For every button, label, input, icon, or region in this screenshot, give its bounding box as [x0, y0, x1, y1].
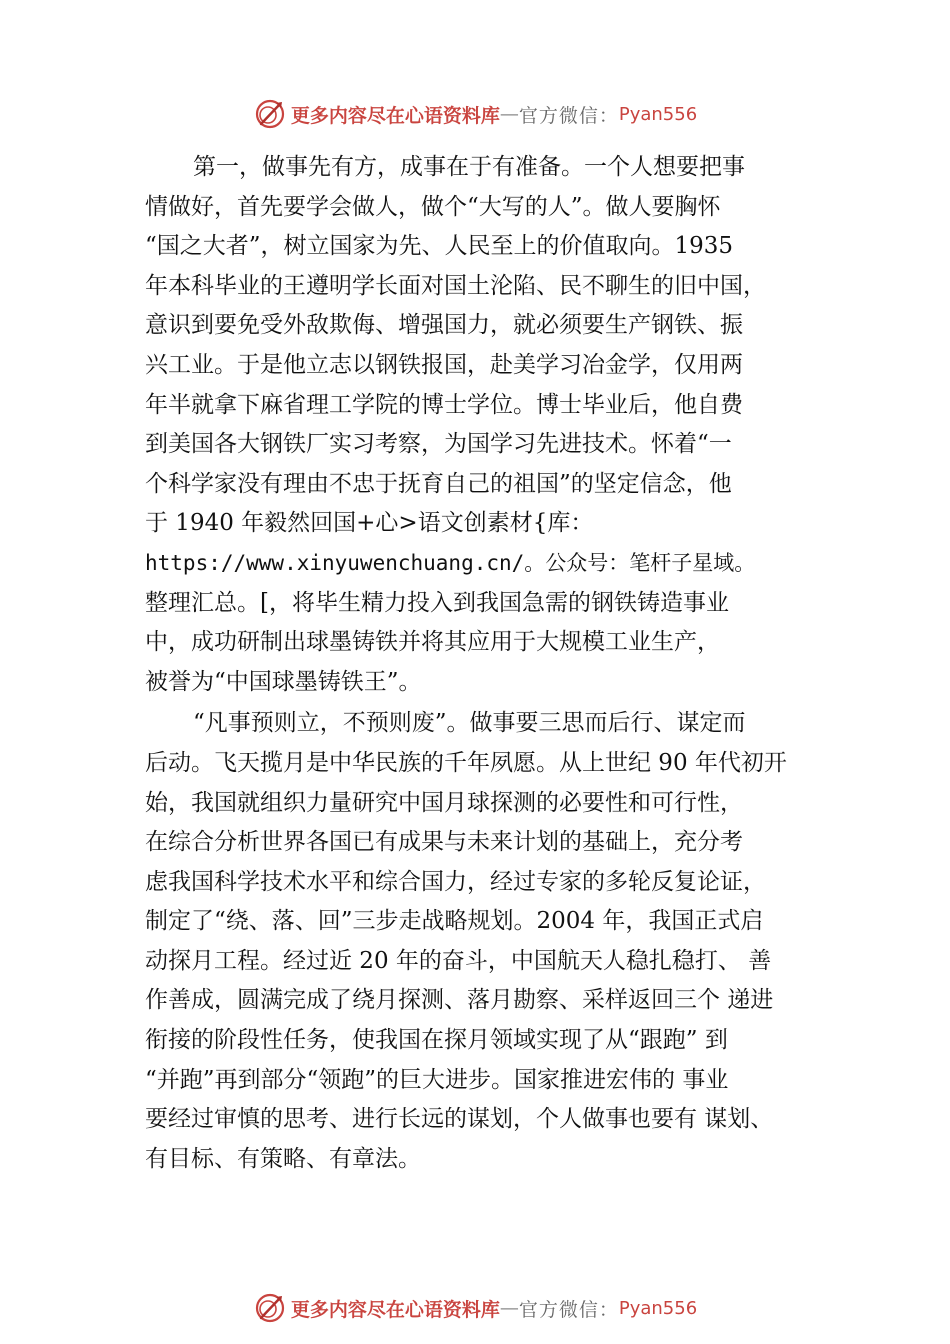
text-line: “国之大者”，树立国家为先、人民至上的价值取向。1935 [145, 233, 734, 260]
text-line: 后动。飞天揽月是中华民族的千年夙愿。从上世纪 90 年代初开 [145, 749, 787, 776]
text-line: 意识到要免受外敌欺侮、增强国力，就必须要生产钢铁、振 [145, 312, 743, 339]
text-line: 中，成功研制出球墨铸铁并将其应用于大规模工业生产， [145, 629, 720, 656]
pen-logo-icon [253, 1291, 287, 1325]
banner-separator: — [499, 103, 519, 125]
text-line: 在综合分析世界各国已有成果与未来计划的基础上，充分考 [145, 829, 743, 856]
banner-official-label: 官方微信： [518, 1298, 619, 1321]
text-line: 整理汇总。[，将毕生精力投入到我国急需的钢铁铸造事业 [145, 589, 729, 616]
banner-wechat-id: Pyan556 [618, 1297, 698, 1319]
text-line: 兴工业。于是他立志以钢铁报国，赴美学习冶金学，仅用两 [145, 351, 743, 378]
text-line: 个科学家没有理由不忠于抚育自己的祖国”的坚定信念，他 [145, 470, 732, 497]
text-line: 作善成，圆满完成了绕月探测、落月勘察、采样返回三个 递进 [145, 987, 774, 1014]
banner-official-label: 官方微信： [518, 104, 619, 127]
footer-banner [0, 1288, 950, 1328]
text-line: “并跑”再到部分“领跑”的巨大进步。国家推进宏伟的 事业 [145, 1066, 729, 1093]
banner-brand: 更多内容尽在心语资料库 [290, 104, 500, 127]
paragraph-1 [145, 148, 835, 702]
text-line: 始，我国就组织力量研究中国月球探测的必要性和可行性， [145, 789, 743, 816]
text-line: 年本科毕业的王遵明学长面对国土沦陷、民不聊生的旧中国， [145, 272, 766, 299]
text-line: 情做好，首先要学会做人，做个“大写的人”。做人要胸怀 [145, 193, 721, 220]
text-line: 要经过审慎的思考、进行长远的谋划，个人做事也要有 谋划、 [145, 1106, 774, 1133]
text-line: 年半就拿下麻省理工学院的博士学位。博士毕业后，他自费 [145, 391, 743, 418]
header-banner [0, 94, 950, 134]
text-line: “凡事预则立，不预则废”。做事要三思而后行、谋定而 [193, 710, 746, 737]
pen-logo-icon [253, 97, 287, 131]
paragraph-2 [145, 704, 835, 1179]
text-line: 到美国各大钢铁厂实习考察，为国学习先进技术。怀着“一 [145, 431, 732, 458]
banner-brand: 更多内容尽在心语资料库 [290, 1298, 500, 1321]
source-url-line: https://www.xinyuwenchuang.cn/。公众号：笔杆子星域。 [145, 550, 756, 575]
banner-separator: — [499, 1297, 519, 1319]
banner-wechat-id: Pyan556 [618, 103, 698, 125]
text-line: 有目标、有策略、有章法。 [145, 1145, 421, 1172]
text-line: 第一，做事先有方，成事在于有准备。一个人想要把事 [193, 154, 745, 180]
text-line: 于 1940 年毅然回国+心>语文创素材{库： [145, 510, 594, 537]
text-line: 虑我国科学技术水平和综合国力，经过专家的多轮反复论证， [145, 868, 766, 895]
document-body [145, 148, 835, 1179]
text-line: 动探月工程。经过近 20 年的奋斗，中国航天人稳扎稳打、 善 [145, 947, 772, 974]
text-line: 衔接的阶段性任务，使我国在探月领域实现了从“跟跑” 到 [145, 1027, 728, 1054]
text-line: 制定了“绕、落、回”三步走战略规划。2004 年，我国正式启 [145, 908, 764, 935]
text-line: 被誉为“中国球墨铸铁王”。 [145, 668, 422, 695]
